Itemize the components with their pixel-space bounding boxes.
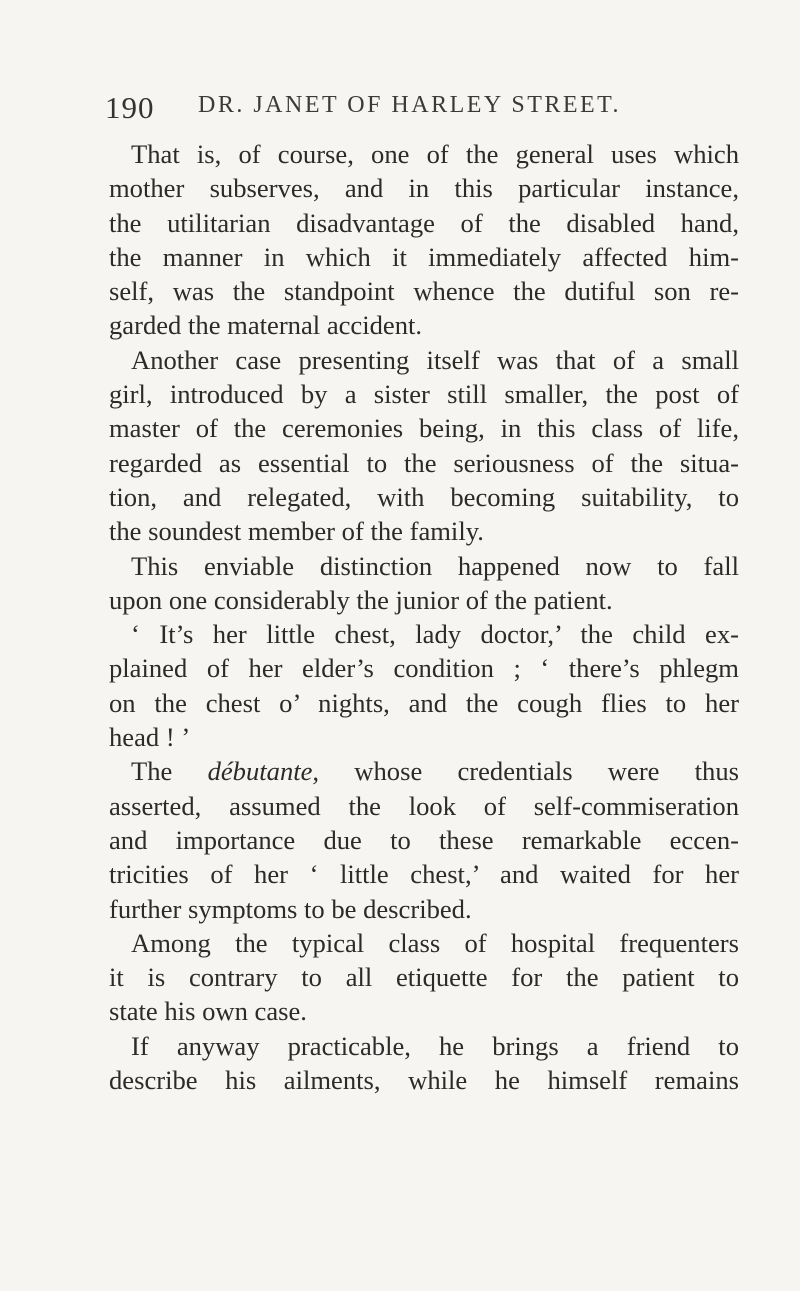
text-line: upon one considerably the junior of the patient.	[109, 584, 613, 615]
text-line: master of the ceremonies being, in this class of life,	[109, 413, 739, 444]
italic-word-debutante: débutante,	[207, 756, 320, 787]
line-rest: whose credentials were thus	[354, 756, 740, 787]
text-line: further symptoms to be described.	[109, 893, 472, 924]
page-number: 190	[105, 90, 155, 125]
text-line: the soundest member of the family.	[109, 516, 484, 547]
body-text	[109, 137, 739, 1097]
text-line: head ! ’	[109, 722, 191, 753]
text-line: mother subserves, and in this particular instance,	[109, 173, 739, 204]
text-line: the utilitarian disadvantage of the disabled hand,	[109, 207, 739, 238]
text-line: garded the maternal accident.	[109, 310, 423, 341]
text-line: self, was the standpoint whence the dutiful son re-	[109, 276, 739, 307]
text-line: This enviable distinction happened now to fall	[131, 550, 739, 581]
text-line: and importance due to these remarkable eccen-	[109, 824, 739, 855]
text-line: If anyway practicable, he brings a friend to	[131, 1030, 739, 1061]
text-line: Another case presenting itself was that of a small	[131, 344, 739, 375]
text-line: That is, of course, one of the general uses which	[131, 139, 739, 169]
text-line: tion, and relegated, with becoming suitability, to	[109, 481, 739, 512]
text-line: the manner in which it immediately affected him-	[109, 241, 739, 272]
text-line: ‘ It’s her little chest, lady doctor,’ the child ex-	[131, 619, 739, 650]
running-head	[105, 90, 625, 130]
line-lead-word: The	[131, 756, 173, 787]
text-line-debutante	[109, 754, 739, 788]
text-line: asserted, assumed the look of self-commiseration	[109, 790, 739, 821]
text-line: state his own case.	[109, 996, 307, 1027]
text-line: describe his ailments, while he himself remains	[109, 1065, 739, 1096]
text-line: plained of her elder’s condition ; ‘ there’s phlegm	[109, 653, 739, 684]
text-line: girl, introduced by a sister still smaller, the post of	[109, 379, 739, 410]
text-line: regarded as essential to the seriousness of the situa-	[109, 447, 739, 478]
running-title: DR. JANET OF HARLEY STREET.	[198, 92, 622, 118]
text-line: it is contrary to all etiquette for the patient to	[109, 962, 739, 993]
text-line: Among the typical class of hospital frequenters	[131, 927, 739, 958]
text-line: on the chest o’ nights, and the cough flies to her	[109, 687, 739, 718]
text-line: tricities of her ‘ little chest,’ and waited for her	[109, 859, 739, 890]
